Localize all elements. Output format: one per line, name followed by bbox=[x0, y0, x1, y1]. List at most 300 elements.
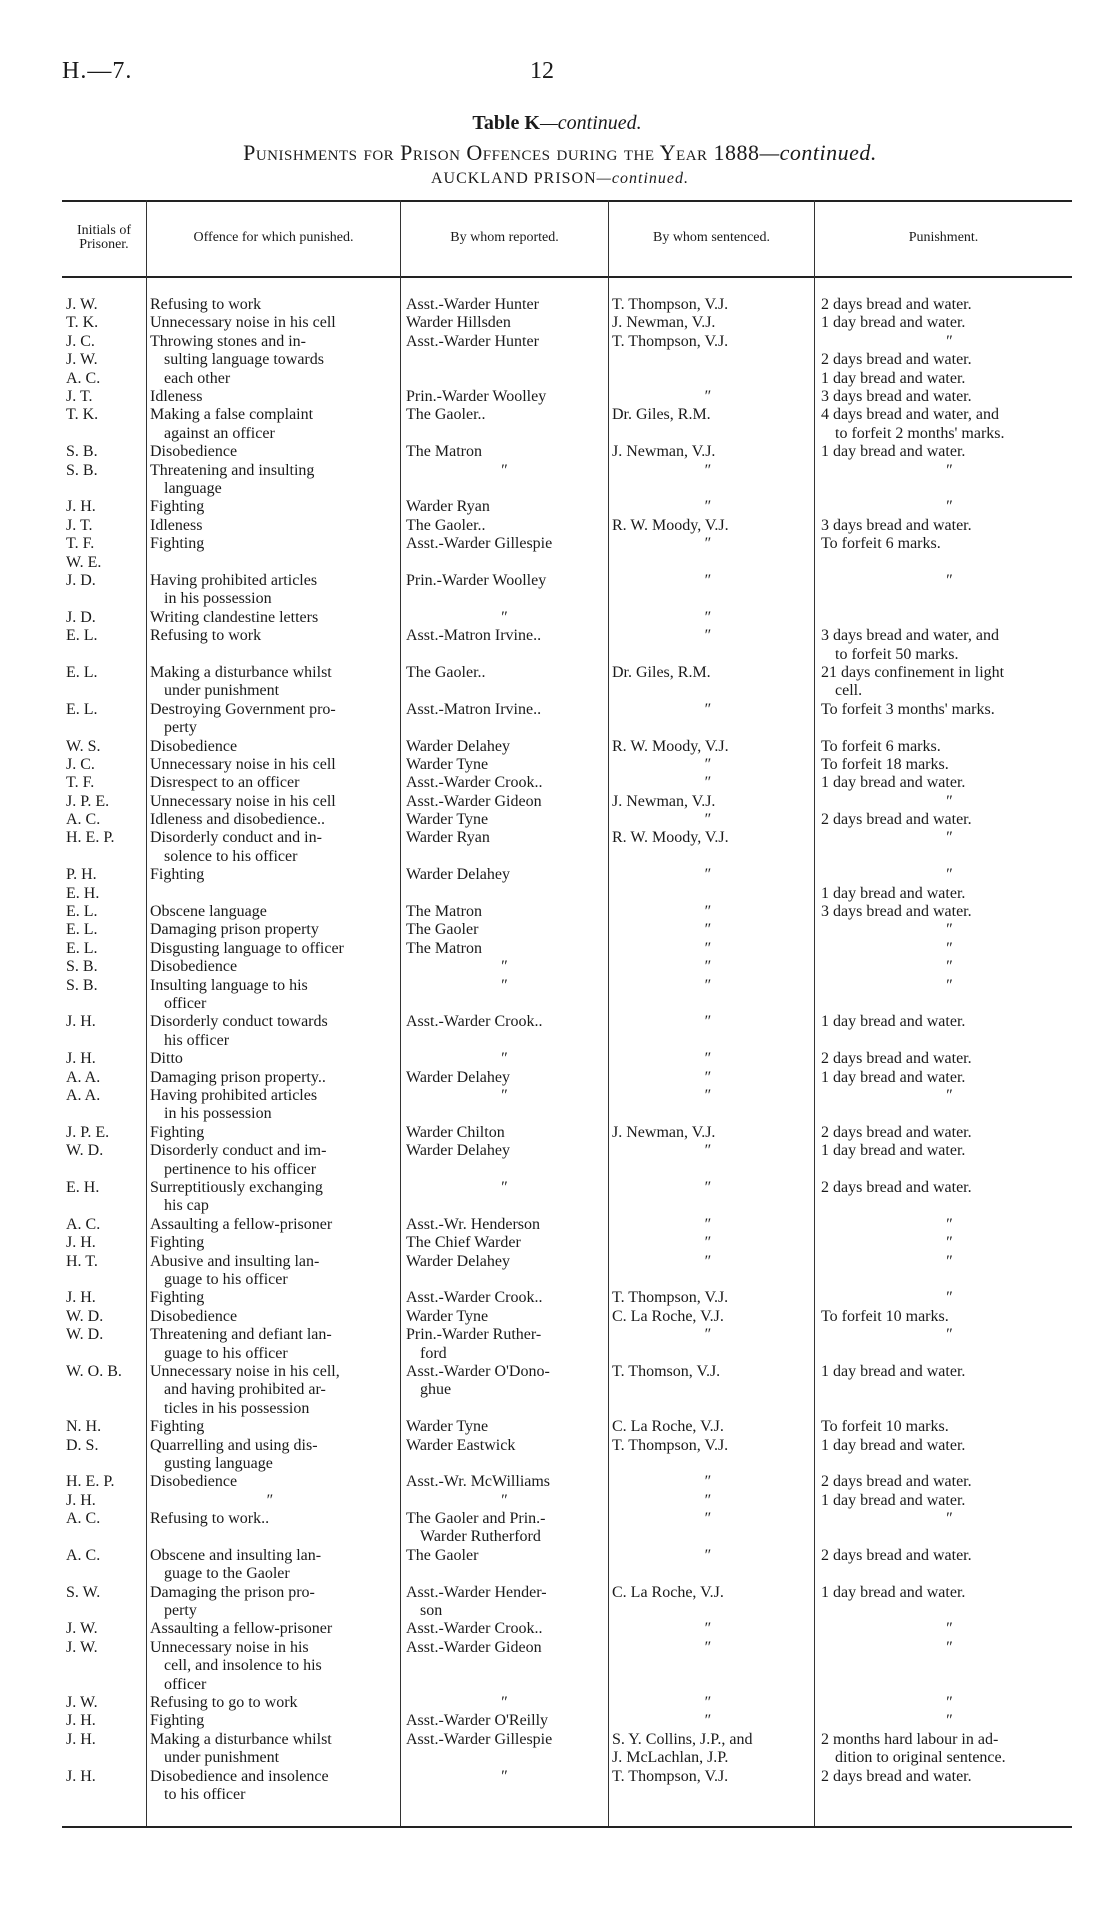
cell-punishment bbox=[821, 1437, 1076, 1455]
cell-offence bbox=[150, 903, 388, 921]
cell-initials bbox=[66, 1363, 146, 1381]
cell-initials bbox=[66, 1694, 146, 1712]
cell-punishment bbox=[821, 314, 1076, 332]
cell-line: Dr. Giles, R.M. bbox=[612, 406, 711, 424]
cell-line: his cap bbox=[164, 1197, 209, 1215]
cell-reported bbox=[406, 738, 601, 756]
cell-line: 1 day bread and water. bbox=[821, 1491, 966, 1509]
cell-line: Ditto bbox=[150, 1050, 183, 1068]
cell-line: Having prohibited articles bbox=[150, 1086, 318, 1104]
cell-reported bbox=[406, 1013, 601, 1031]
table-row bbox=[66, 1510, 1076, 1547]
cell-line: Idleness bbox=[150, 387, 203, 405]
cell-line: 1 day bread and water. bbox=[821, 1436, 966, 1454]
table-row bbox=[66, 1547, 1076, 1584]
cell-line bbox=[612, 462, 802, 480]
cell-punishment bbox=[821, 1418, 1076, 1436]
cell-line bbox=[821, 1234, 1076, 1252]
cell-line: Prin.-Warder Ruther- bbox=[406, 1326, 542, 1344]
cell-reported bbox=[406, 406, 601, 424]
cell-line: J. C. bbox=[66, 332, 95, 350]
cell-line bbox=[612, 1620, 802, 1638]
ditto-mark: ″ bbox=[500, 1178, 507, 1196]
cell-punishment bbox=[821, 1179, 1076, 1197]
cell-sentenced bbox=[612, 1437, 802, 1455]
cell-line bbox=[612, 1253, 802, 1271]
cell-line: Asst.-Warder Crook.. bbox=[406, 774, 543, 792]
cell-line: The Gaoler.. bbox=[406, 516, 486, 534]
cell-line bbox=[821, 1510, 1076, 1528]
cell-line: Disobedience and insolence bbox=[150, 1767, 329, 1785]
cell-line: Asst.-Warder O'Reilly bbox=[406, 1712, 549, 1730]
ditto-mark: ″ bbox=[703, 608, 711, 626]
cell-sentenced bbox=[612, 443, 802, 461]
cell-line: guage to the Gaoler bbox=[164, 1565, 290, 1583]
section-heading bbox=[60, 170, 1060, 188]
cell-line: Quarrelling and using dis- bbox=[150, 1436, 318, 1454]
cell-line: Fighting bbox=[150, 866, 205, 884]
cell-line: son bbox=[420, 1602, 443, 1620]
cell-reported bbox=[406, 627, 601, 645]
cell-offence bbox=[150, 1731, 388, 1768]
cell-line: T. Thomson, V.J. bbox=[612, 1362, 721, 1380]
ditto-mark: ″ bbox=[703, 387, 711, 405]
cell-offence bbox=[150, 1308, 388, 1326]
cell-line: Disrespect to an officer bbox=[150, 774, 300, 792]
cell-line: his officer bbox=[164, 1031, 230, 1049]
cell-offence bbox=[150, 1492, 388, 1510]
cell-line bbox=[821, 333, 1076, 351]
cell-line: officer bbox=[164, 995, 207, 1013]
cell-line: Throwing stones and in- bbox=[150, 332, 306, 350]
cell-line: Warder Delahey bbox=[406, 1252, 510, 1270]
cell-sentenced bbox=[612, 664, 802, 682]
cell-line: Warder Tyne bbox=[406, 1307, 489, 1325]
cell-line: 2 days bread and water. bbox=[821, 1178, 972, 1196]
cell-line: solence to his officer bbox=[164, 847, 298, 865]
cell-sentenced bbox=[612, 333, 802, 351]
cell-reported bbox=[406, 1234, 601, 1252]
cell-line bbox=[612, 1712, 802, 1730]
table-row bbox=[66, 627, 1076, 664]
cell-initials bbox=[66, 1437, 146, 1455]
table-row bbox=[66, 462, 1076, 499]
cell-punishment bbox=[821, 1142, 1076, 1160]
cell-initials bbox=[66, 1308, 146, 1326]
cell-punishment bbox=[821, 296, 1076, 314]
cell-sentenced bbox=[612, 1363, 802, 1381]
cell-line: Refusing to work.. bbox=[150, 1510, 270, 1528]
cell-sentenced bbox=[612, 1179, 802, 1197]
cell-line: Asst.-Warder Crook.. bbox=[406, 1620, 543, 1638]
cell-initials bbox=[66, 1050, 146, 1068]
cell-initials bbox=[66, 811, 146, 829]
cell-line bbox=[612, 1087, 802, 1105]
cell-initials bbox=[66, 1547, 146, 1565]
cell-line bbox=[612, 1013, 802, 1031]
cell-line bbox=[821, 793, 1076, 811]
cell-initials bbox=[66, 406, 146, 424]
cell-initials bbox=[66, 1712, 146, 1730]
cell-line: J. H. bbox=[66, 1491, 96, 1509]
cell-line bbox=[406, 462, 601, 480]
cell-reported bbox=[406, 296, 601, 314]
cell-offence bbox=[150, 1326, 388, 1363]
cell-reported bbox=[406, 1087, 601, 1105]
cell-punishment bbox=[821, 1492, 1076, 1510]
cell-line bbox=[612, 627, 802, 645]
cell-initials bbox=[66, 1142, 146, 1160]
cell-offence bbox=[150, 406, 388, 443]
cell-line: Fighting bbox=[150, 1123, 205, 1141]
ditto-mark: ″ bbox=[703, 1546, 711, 1564]
table-row bbox=[66, 903, 1076, 921]
cell-reported bbox=[406, 1694, 601, 1712]
cell-line bbox=[821, 1253, 1076, 1271]
cell-line bbox=[821, 940, 1076, 958]
cell-punishment bbox=[821, 627, 1076, 664]
header-initials: Initials of Prisoner. bbox=[76, 223, 132, 252]
cell-line: ticles in his possession bbox=[164, 1399, 310, 1417]
cell-sentenced bbox=[612, 1308, 802, 1326]
cell-punishment bbox=[821, 1124, 1076, 1142]
cell-offence bbox=[150, 1418, 388, 1436]
table-row bbox=[66, 774, 1076, 792]
ditto-mark: ″ bbox=[703, 811, 711, 829]
cell-line: Fighting bbox=[150, 1418, 205, 1436]
cell-line bbox=[821, 1087, 1076, 1105]
cell-initials bbox=[66, 1584, 146, 1602]
table-subtitle bbox=[60, 140, 1060, 166]
cell-sentenced bbox=[612, 866, 802, 884]
cell-line: S. W. bbox=[66, 1583, 101, 1601]
cell-punishment bbox=[821, 517, 1076, 535]
cell-line: A. C. bbox=[66, 1546, 101, 1564]
cell-line: H. E. P. bbox=[66, 829, 115, 847]
cell-line: 3 days bread and water. bbox=[821, 387, 972, 405]
ditto-mark: ″ bbox=[703, 1638, 711, 1656]
cell-sentenced bbox=[612, 1510, 802, 1528]
cell-reported bbox=[406, 1712, 601, 1730]
cell-line: Disorderly conduct and in- bbox=[150, 829, 322, 847]
ditto-mark: ″ bbox=[703, 1215, 711, 1233]
cell-line: J. C. bbox=[66, 755, 95, 773]
cell-line: 2 days bread and water. bbox=[821, 351, 972, 369]
cell-offence bbox=[150, 1087, 388, 1124]
cell-line: A. C. bbox=[66, 811, 101, 829]
cell-offence bbox=[150, 738, 388, 756]
ditto-mark: ″ bbox=[500, 608, 507, 626]
cell-line: Asst.-Warder Hunter bbox=[406, 296, 539, 313]
cell-line: T. Thompson, V.J. bbox=[612, 1289, 729, 1307]
cell-reported bbox=[406, 1620, 601, 1638]
table-row bbox=[66, 1363, 1076, 1418]
cell-initials bbox=[66, 977, 146, 995]
cell-line: C. La Roche, V.J. bbox=[612, 1418, 724, 1436]
cell-line: Disgusting language to officer bbox=[150, 939, 344, 957]
cell-line: Asst.-Warder Gillespie bbox=[406, 535, 553, 553]
ditto-mark: ″ bbox=[703, 700, 711, 718]
cell-initials bbox=[66, 756, 146, 774]
cell-line: Damaging prison property bbox=[150, 921, 319, 939]
cell-punishment bbox=[821, 774, 1076, 792]
table-row bbox=[66, 443, 1076, 461]
cell-line: Prin.-Warder Woolley bbox=[406, 387, 547, 405]
cell-initials bbox=[66, 940, 146, 958]
cell-line: T. F. bbox=[66, 774, 95, 792]
cell-offence bbox=[150, 1216, 388, 1234]
cell-line: Unnecessary noise in his cell bbox=[150, 314, 336, 332]
cell-line: 2 days bread and water. bbox=[821, 1050, 972, 1068]
cell-line bbox=[406, 977, 601, 995]
cell-reported bbox=[406, 333, 601, 351]
cell-line: J. W. bbox=[66, 1620, 98, 1638]
cell-punishment bbox=[821, 1234, 1076, 1252]
cell-initials bbox=[66, 1253, 146, 1271]
cell-line: pertinence to his officer bbox=[164, 1160, 317, 1178]
cell-line: 1 day bread and water. bbox=[821, 314, 966, 332]
table-row bbox=[66, 1050, 1076, 1068]
cell-line: J. H. bbox=[66, 1234, 96, 1252]
cell-line: T. Thompson, V.J. bbox=[612, 332, 729, 350]
cell-reported bbox=[406, 774, 601, 792]
cell-reported bbox=[406, 1437, 601, 1455]
table-row bbox=[66, 1013, 1076, 1050]
cell-line: Disorderly conduct towards bbox=[150, 1013, 328, 1031]
cell-line: J. H. bbox=[66, 1013, 96, 1031]
cell-line: The Matron bbox=[406, 443, 482, 461]
cell-line bbox=[821, 1216, 1076, 1234]
cell-line: To forfeit 6 marks. bbox=[821, 737, 941, 755]
cell-line: 1 day bread and water. bbox=[821, 1013, 966, 1031]
cell-line bbox=[612, 1473, 802, 1491]
cell-initials bbox=[66, 535, 146, 572]
table-row bbox=[66, 738, 1076, 756]
cell-line: W. D. bbox=[66, 1307, 104, 1325]
cell-line: 1 day bread and water. bbox=[821, 884, 966, 902]
cell-line: E. L. bbox=[66, 939, 98, 957]
cell-line: 2 days bread and water. bbox=[821, 811, 972, 829]
cell-line: gusting language bbox=[164, 1454, 273, 1472]
cell-initials bbox=[66, 1179, 146, 1197]
cell-line: each other bbox=[164, 369, 231, 387]
cell-line: A. C. bbox=[66, 1215, 101, 1233]
ditto-mark: ″ bbox=[703, 1712, 711, 1730]
table-title-main: Table K bbox=[472, 112, 540, 134]
cell-initials bbox=[66, 866, 146, 903]
cell-line: Asst.-Matron Irvine.. bbox=[406, 700, 542, 718]
table-row bbox=[66, 314, 1076, 332]
cell-line: Warder Rutherford bbox=[420, 1528, 541, 1546]
table-row bbox=[66, 333, 1076, 388]
cell-punishment bbox=[821, 1289, 1076, 1307]
table-row bbox=[66, 1216, 1076, 1234]
table-row bbox=[66, 1308, 1076, 1326]
cell-offence bbox=[150, 1694, 388, 1712]
cell-line: To forfeit 3 months' marks. bbox=[821, 700, 995, 718]
cell-initials bbox=[66, 664, 146, 682]
cell-line: T. F. bbox=[66, 535, 95, 553]
cell-line: to forfeit 2 months' marks. bbox=[835, 424, 1005, 442]
cell-line bbox=[612, 921, 802, 939]
cell-offence bbox=[150, 627, 388, 645]
cell-line: The Matron bbox=[406, 939, 482, 957]
ditto-mark: ″ bbox=[703, 1252, 711, 1270]
table-row bbox=[66, 1768, 1076, 1805]
ditto-mark: ″ bbox=[703, 958, 711, 976]
cell-reported bbox=[406, 314, 601, 332]
cell-line bbox=[821, 829, 1076, 847]
cell-line: W. E. bbox=[66, 553, 102, 571]
cell-line: 2 months hard labour in ad- bbox=[821, 1730, 999, 1748]
cell-line: Asst.-Warder Gideon bbox=[406, 1638, 542, 1656]
cell-punishment bbox=[821, 443, 1076, 461]
cell-initials bbox=[66, 296, 146, 314]
cell-line: Fighting bbox=[150, 1712, 205, 1730]
cell-line bbox=[821, 1712, 1076, 1730]
cell-line bbox=[612, 940, 802, 958]
cell-line: J. H. bbox=[66, 1730, 96, 1748]
cell-sentenced bbox=[612, 774, 802, 792]
cell-offence bbox=[150, 921, 388, 939]
cell-punishment bbox=[821, 1013, 1076, 1031]
cell-line: perty bbox=[164, 1602, 197, 1620]
cell-line: Disobedience bbox=[150, 1307, 238, 1325]
table-title-continued: —continued. bbox=[539, 112, 642, 134]
ditto-mark: ″ bbox=[945, 976, 952, 994]
table-row bbox=[66, 1584, 1076, 1621]
cell-punishment bbox=[821, 1694, 1076, 1712]
cell-line: 1 day bread and water. bbox=[821, 774, 966, 792]
table-row bbox=[66, 1289, 1076, 1307]
cell-punishment bbox=[821, 406, 1076, 443]
cell-line bbox=[612, 1069, 802, 1087]
ditto-mark: ″ bbox=[703, 866, 711, 884]
cell-reported bbox=[406, 958, 601, 976]
cell-punishment bbox=[821, 388, 1076, 406]
cell-line: Warder Tyne bbox=[406, 811, 489, 829]
cell-reported bbox=[406, 664, 601, 682]
ditto-mark: ″ bbox=[945, 1289, 952, 1307]
ditto-mark: ″ bbox=[945, 829, 952, 847]
cell-sentenced bbox=[612, 1124, 802, 1142]
cell-reported bbox=[406, 940, 601, 958]
cell-line: guage to his officer bbox=[164, 1344, 288, 1362]
cell-initials bbox=[66, 627, 146, 645]
cell-line: J. T. bbox=[66, 516, 93, 534]
cell-line bbox=[821, 866, 1076, 884]
cell-sentenced bbox=[612, 1069, 802, 1087]
cell-initials bbox=[66, 738, 146, 756]
cell-line: in his possession bbox=[164, 1105, 272, 1123]
cell-line: Disorderly conduct and im- bbox=[150, 1142, 327, 1160]
cell-offence bbox=[150, 443, 388, 461]
table-row bbox=[66, 701, 1076, 738]
cell-sentenced bbox=[612, 517, 802, 535]
cell-punishment bbox=[821, 1639, 1076, 1657]
cell-line: Unnecessary noise in his bbox=[150, 1638, 309, 1656]
ditto-mark: ″ bbox=[703, 1620, 711, 1638]
ditto-mark: ″ bbox=[703, 1473, 711, 1491]
ditto-mark: ″ bbox=[945, 1638, 952, 1656]
cell-line: S. Y. Collins, J.P., and bbox=[612, 1730, 753, 1748]
cell-line: To forfeit 18 marks. bbox=[821, 755, 949, 773]
cell-initials bbox=[66, 333, 146, 388]
cell-line: W. D. bbox=[66, 1326, 104, 1344]
table-bottom-rule bbox=[62, 1826, 1072, 1828]
cell-sentenced bbox=[612, 1216, 802, 1234]
cell-line bbox=[612, 1179, 802, 1197]
table-row bbox=[66, 572, 1076, 609]
cell-line: Warder Delahey bbox=[406, 1142, 510, 1160]
ditto-mark: ″ bbox=[945, 1215, 952, 1233]
ditto-mark: ″ bbox=[945, 866, 952, 884]
cell-line: Refusing to work bbox=[150, 296, 262, 313]
cell-line: 2 days bread and water. bbox=[821, 1767, 972, 1785]
ditto-mark: ″ bbox=[703, 903, 711, 921]
cell-initials bbox=[66, 793, 146, 811]
cell-reported bbox=[406, 1216, 601, 1234]
cell-initials bbox=[66, 609, 146, 627]
cell-line: Asst.-Warder Hunter bbox=[406, 332, 539, 350]
cell-line: W. D. bbox=[66, 1142, 104, 1160]
ditto-mark: ″ bbox=[265, 1491, 273, 1509]
cell-punishment bbox=[821, 572, 1076, 590]
table-row bbox=[66, 921, 1076, 939]
cell-line: J. P. E. bbox=[66, 1123, 110, 1141]
cell-line: Disobedience bbox=[150, 443, 238, 461]
cell-sentenced bbox=[612, 1142, 802, 1160]
cell-line: A. A. bbox=[66, 1068, 101, 1086]
cell-initials bbox=[66, 829, 146, 847]
cell-line: 4 days bread and water, and bbox=[821, 406, 999, 424]
cell-line: officer bbox=[164, 1675, 207, 1693]
cell-punishment bbox=[821, 756, 1076, 774]
table-row bbox=[66, 811, 1076, 829]
cell-line: A. A. bbox=[66, 1086, 101, 1104]
cell-sentenced bbox=[612, 738, 802, 756]
cell-line: To forfeit 6 marks. bbox=[821, 535, 941, 553]
cell-line: J. W. bbox=[66, 1638, 98, 1656]
cell-line bbox=[612, 977, 802, 995]
ditto-mark: ″ bbox=[703, 939, 711, 957]
cell-line: The Chief Warder bbox=[406, 1234, 521, 1252]
table-row bbox=[66, 1087, 1076, 1124]
cell-offence bbox=[150, 1234, 388, 1252]
cell-reported bbox=[406, 756, 601, 774]
cell-offence bbox=[150, 314, 388, 332]
table-row bbox=[66, 1694, 1076, 1712]
table-row bbox=[66, 1179, 1076, 1216]
cell-sentenced bbox=[612, 1087, 802, 1105]
ditto-mark: ″ bbox=[500, 958, 507, 976]
cell-line: J. P. E. bbox=[66, 792, 110, 810]
cell-reported bbox=[406, 535, 601, 553]
cell-line bbox=[612, 1694, 802, 1712]
cell-initials bbox=[66, 498, 146, 516]
cell-line: Asst.-Warder Hender- bbox=[406, 1583, 547, 1601]
cell-line: Unnecessary noise in his cell, bbox=[150, 1362, 340, 1380]
cell-line: Prin.-Warder Woolley bbox=[406, 571, 547, 589]
cell-offence bbox=[150, 1363, 388, 1418]
table-row bbox=[66, 1473, 1076, 1491]
cell-line: Abusive and insulting lan- bbox=[150, 1252, 320, 1270]
cell-line: Making a false complaint bbox=[150, 406, 314, 424]
cell-line: E. H. bbox=[66, 884, 100, 902]
cell-line: J. Newman, V.J. bbox=[612, 1123, 716, 1141]
cell-line bbox=[612, 958, 802, 976]
cell-initials bbox=[66, 1620, 146, 1638]
